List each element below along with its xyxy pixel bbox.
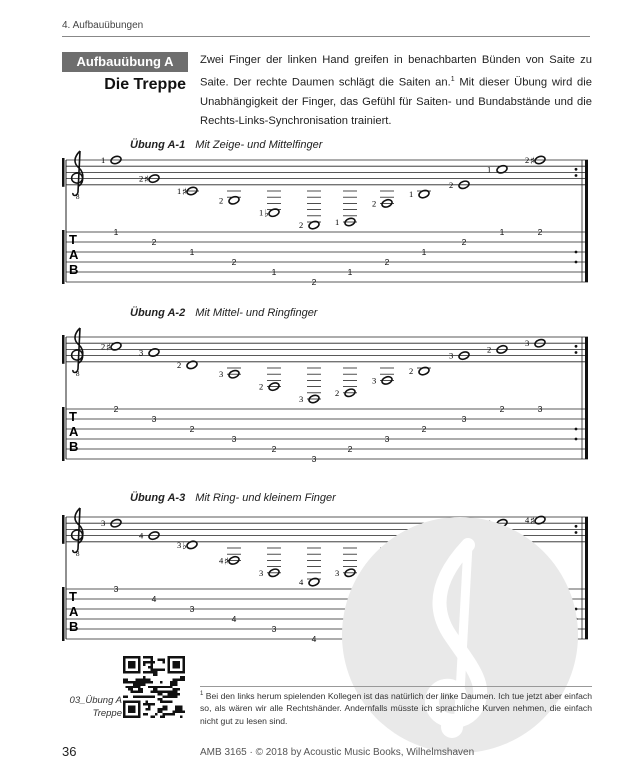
tab-fret-number: 1 [347,267,353,277]
fingering-number: 4 [219,555,224,566]
section-fingers: Mit Ring- und kleinem Finger [195,492,336,504]
fingering-number: 3 [139,347,144,358]
fingering-number: 3 [101,518,106,529]
tab-fret-number: 2 [113,404,119,414]
fingering-number: 4 [139,530,144,541]
tab-clef-letter: A [69,247,79,262]
fingering-number: 1 [177,186,182,196]
fingering-number: 3 [372,375,377,386]
tab-fret-number: 2 [189,424,195,434]
tab-fret-number: 3 [537,404,543,414]
footnote-number: 1 [200,691,204,697]
accidental: ♭ [264,208,269,220]
final-barline-thick [585,160,588,282]
fingering-number: 4 [299,577,304,588]
tab-clef-letter: B [69,262,79,277]
tab-clef-letter: A [69,604,79,619]
tab-clef-letter: B [69,439,79,454]
fingering-number: 3 [525,338,530,349]
fingering-number: 2 [101,341,106,352]
tab-fret-number: 1 [189,247,195,257]
section-fingers: Mit Zeige- und Mittelfinger [195,139,323,151]
section-label-a2 [130,307,317,319]
tab-fret-number: 2 [384,257,390,267]
footnote-rule [200,686,592,687]
fingering-number: 1 [101,155,106,165]
tab-fret-number: 2 [231,257,237,267]
audio-track-subtitle: Treppe [92,708,122,719]
tab-clef-letter: T [69,409,77,424]
tab-fret-number: 2 [271,444,277,454]
fingering-number: 2 [449,179,454,190]
final-barline-thick [585,517,588,639]
fingering-number: 3 [335,567,340,578]
fingering-number: 1 [487,164,492,175]
qr-code[interactable] [123,656,185,718]
accidental: ♯ [530,516,535,528]
tab-fret-number: 2 [421,424,427,434]
tab-fret-number: 3 [271,624,277,634]
tab-fret-number: 3 [384,434,390,444]
footnote-ref[interactable]: 1 [450,76,455,83]
tab-fret-number: 4 [311,634,317,644]
staff-system-a1 [62,148,592,288]
fingering-number: 1 [259,207,264,218]
section-number: Übung A-2 [130,307,186,319]
tab-fret-number: 2 [347,444,353,454]
tab-bracket [62,230,65,284]
fingering-number: 2 [299,220,304,231]
footnote-text: Bei den links herum spielenden Kollegen ist das natürlich der linke Daumen. Ich tue jetzt aber einfach so, als wären wir alle Rechtshänder. Andernfalls müsste ich sprachliche Kurven nehmen, die einfach nicht gut zu lesen sind. [200,690,592,726]
accidental: ♯ [106,342,111,354]
fingering-number: 2 [177,359,182,370]
treble-clef-icon [72,151,83,196]
exercise-title: Die Treppe [104,76,186,93]
clef-octave-mark: 8 [76,369,80,378]
clef-octave-mark: 8 [76,192,80,201]
tab-clef-letter: B [69,619,79,634]
accidental: ♯ [224,556,229,568]
exercise-tag: Aufbauübung A [62,52,188,72]
footer-copyright: AMB 3165 · © 2018 by Acoustic Music Books, Wilhelmshaven [200,747,475,758]
accidental: ♯ [182,187,187,198]
intro-text-2: Mit dieser Übung wird die Unabhängigkeit der Finger, das Gefühl für Saiten- und Bundabstände und die Rechts-Links-Synchronisation trainiert. [200,76,592,127]
accidental: ♭ [182,540,187,552]
tab-fret-number: 2 [537,227,543,237]
accidental: ♯ [144,174,149,186]
tab-fret-number: 3 [231,434,237,444]
treble-clef-icon [72,328,83,373]
tab-bracket [62,587,65,641]
repeat-dot [575,438,578,441]
tab-fret-number: 1 [499,227,505,237]
staff-system-a2 [62,325,592,465]
fingering-number: 2 [409,366,414,377]
fingering-number: 3 [449,350,454,361]
repeat-dot [575,261,578,264]
fingering-number: 2 [259,381,264,392]
staff-bracket [62,158,65,187]
fingering-number: 3 [259,567,264,578]
treble-clef-icon [72,508,83,553]
section-fingers: Mit Mittel- und Ringfinger [195,307,318,319]
fingering-number: 3 [299,394,304,404]
tab-clef-letter: A [69,424,79,439]
fingering-number: 2 [525,155,530,165]
fingering-number: 2 [372,198,377,209]
audio-track-caption [60,694,122,720]
fingering-number: 2 [139,173,144,184]
fingering-number: 2 [487,344,492,355]
tab-fret-number: 3 [189,604,195,614]
fingering-number: 1 [335,217,340,227]
repeat-dot [575,345,578,348]
final-barline-thick [585,337,588,459]
section-number: Übung A-3 [130,492,186,504]
tab-fret-number: 1 [271,267,277,277]
fingering-number: 4 [525,515,530,526]
header-rule [62,36,590,37]
tab-fret-number: 3 [151,414,157,424]
fingering-number: 2 [219,195,224,206]
section-number: Übung A-1 [130,139,186,151]
fingering-number: 3 [219,369,224,380]
repeat-dot [575,251,578,254]
fingering-number: 2 [335,387,340,398]
repeat-dot [575,351,578,354]
tab-fret-number: 1 [113,227,119,237]
clef-octave-mark: 8 [76,549,80,558]
repeat-dot [575,174,578,177]
tab-fret-number: 2 [151,237,157,247]
audio-track-name: 03_Übung A [69,695,122,706]
intro-text-1: Zwei Finger der linken Hand greifen in benachbarten Bünden von Saite zu Saite. Der rechte Daumen schlägt die Saiten an. [200,54,592,89]
tab-bracket [62,407,65,461]
tab-fret-number: 1 [421,247,427,257]
tab-clef-letter: T [69,589,77,604]
tab-fret-number: 2 [311,277,317,287]
fingering-number: 3 [177,539,182,550]
tab-fret-number: 2 [499,404,505,414]
tab-fret-number: 3 [461,414,467,424]
chapter-heading: 4. Aufbauübungen [62,20,144,31]
accidental: ♯ [530,156,535,167]
staff-bracket [62,515,65,544]
section-label-a3 [130,492,336,504]
repeat-dot [575,428,578,431]
tab-fret-number: 2 [461,237,467,247]
intro-paragraph [200,51,592,131]
staff-bracket [62,335,65,364]
tab-fret-number: 3 [113,584,119,594]
fingering-number: 1 [409,189,414,200]
tab-clef-letter: T [69,232,77,247]
footnote [200,688,592,727]
page-number: 36 [62,744,77,759]
tab-fret-number: 4 [151,594,157,604]
repeat-dot [575,168,578,171]
tab-fret-number: 3 [311,454,317,464]
tab-fret-number: 4 [231,614,237,624]
